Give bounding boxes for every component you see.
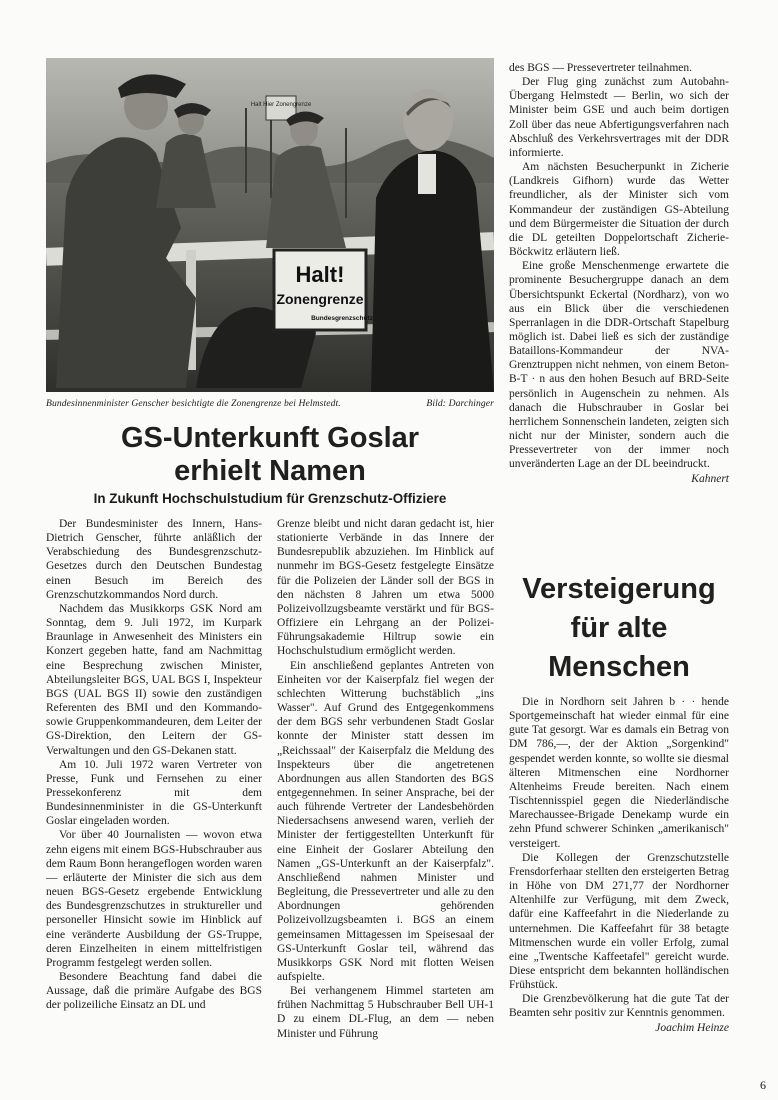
paragraph: Vor über 40 Journalisten — wovon etwa zehn eigens mit einem BGS-Hubschrauber aus dem Raum Bonn herangeflogen worden waren — erläuterte der Minister die sich aus dem neuen BGS-Gesetz ergebende Entwicklung des Bundesgrenzschutzes in struktureller und personeller Hinsicht sowie im Hinblick auf eine veränderte Ausbildung der GS-Truppe, deren Einzelheiten in einem mittelfristigen Programm festgelegt werden sollen. bbox=[46, 829, 262, 969]
paragraph: Am nächsten Besucherpunkt in Zicherie (Landkreis Gifhorn) wurde das Wetter freundlicher, als der Minister sich vom Kommandeur der zuständigen GS-Abteilung und dem Bürgermeister die Situation der durch die DL geteilten Doppelortschaft Zicherie-Böckwitz erläutern ließ. bbox=[509, 161, 729, 259]
paragraph: Grenze bleibt und nicht daran gedacht ist, hier stationierte Verbände in das Innere der Bundesrepublik abzuziehen. Im Hinblick auf nunmehr im BGS-Gesetz festgelegte Einsätze für die Polizeien der Länder soll der BGS in den nächsten 8 Jahren um etwa 5000 Polizeivollzugsbeamte verstärkt und für BGS-Offiziere ein Lehrgang an der Polizei-Führungsakademie Hiltrup sowie ein Hochschulstudium ermöglicht werden. bbox=[277, 518, 494, 658]
paragraph bbox=[509, 992, 729, 1034]
second-article-author: Joachim Heinze bbox=[655, 1021, 729, 1034]
second-article-body bbox=[509, 695, 729, 1035]
headline2-line-1: Versteigerung bbox=[522, 573, 716, 605]
paragraph: des BGS — Pressevertreter teilnahmen. bbox=[509, 62, 692, 74]
paragraph: Bei verhangenem Himmel starteten am frühen Nachmittag 5 Hubschrauber Bell UH-1 D zu einem DL-Flug, an dem — neben Minister und Führung bbox=[277, 985, 494, 1040]
paragraph: Die Kollegen der Grenzschutzstelle Frensdorferhaar stellten den ersteigerten Betrag in Höhe von DM 271,77 der Nordhorner Altenhilfe zur Verfügung, mit dem Zweck, dafür eine Kaffeefahrt in die Niederlande zu unternehmen. Die Kaffeefahrt für 38 betagte Mitmenschen wurde ein voller Erfolg, zumal eine „Twentsche Kaffeetafel" gereicht wurde. Diese entspricht dem bekannten holländischen Frühstück. bbox=[509, 851, 729, 992]
paragraph: Die in Nordhorn seit Jahren b · · hende Sportgemeinschaft hat wieder einmal für eine gute Tat gesorgt. War es damals ein Betrag von DM 786,—, der der Aktion „Sorgenkind" gespendet werden konnte, so wollte sie diesmal älteren Mitmenschen eine Nordhorner Altenheims Freude bereiten. Nach einem Tischtennisspiel gegen die Niederländische Marechaussee-Brigade Denekamp wurde ein zehn Pfund schwerer Schinken „amerikanisch" versteigert. bbox=[509, 696, 729, 850]
photo-caption bbox=[46, 398, 494, 409]
headline-line-2: erhielt Namen bbox=[174, 455, 366, 487]
paragraph: Der Bundesminister des Innern, Hans-Dietrich Genscher, führte anläßlich der Verabschiedung des Bundesgrenzschutz-Gesetzes durch den Deutschen Bundestag einen Besuch im Bereich des Grenzschutzkommandos Nord durch. bbox=[46, 518, 262, 601]
photo-credit: Bild: Darchinger bbox=[426, 398, 494, 409]
small-sign-text: Halt Hier Zonengrenze bbox=[250, 102, 312, 108]
article-subheadline: In Zukunft Hochschulstudium für Grenzschutz-Offiziere bbox=[93, 491, 447, 506]
paragraph-text: Die Grenzbevölkerung hat die gute Tat der Beamten sehr positiv zur Kenntnis genommen. bbox=[509, 993, 729, 1020]
article-column-2 bbox=[277, 517, 494, 1041]
second-article-headline bbox=[509, 570, 729, 687]
article-column-1 bbox=[46, 517, 262, 1012]
paragraph bbox=[509, 259, 729, 485]
article-headline bbox=[46, 422, 494, 488]
sign-zonengrenze-text: Zonengrenze bbox=[276, 291, 364, 307]
paragraph: Am 10. Juli 1972 waren Vertreter von Presse, Funk und Fernsehen zu einer Pressekonferenz mit dem Bundesinnenminister in die GS-Unterkunft Goslar eingeladen worden. bbox=[46, 758, 262, 828]
paragraph: Nachdem das Musikkorps GSK Nord am Sonntag, dem 9. Juli 1972, im Kurpark Braunlage in Anwesenheit des Ministers ein Konzert gegeben hatte, fand am Nachmittag eine Besprechung zwischen Minister, Abteilungsleiter BGS, UAL BGS I, Inspekteur BGS (UAL BGS II) sowie den zuständigen Referenten des BMI und den Kommando- sowie Gruppenkommandeuren, dem Leiter der GS-Direktion, den Leitern der GS-Verwaltungen und den GS-Dekanen statt. bbox=[46, 602, 262, 757]
paragraph: Der Flug ging zunächst zum Autobahn-Übergang Helmstedt — Berlin, wo sich der Minister beim GSE und auch beim dortigen Zoll über das neue Abfertigungsverfahren nach Abschluß des Verkehrsvertrages mit der DDR informierte. bbox=[509, 76, 729, 159]
caption-text: Bundesinnenminister Genscher besichtigte die Zonengrenze bei Helmstedt. bbox=[46, 398, 341, 409]
paragraph: Besondere Beachtung fand dabei die Aussage, daß die primäre Aufgabe des BGS der polizeiliche Einsatz an DL und bbox=[46, 971, 262, 1012]
paragraph: Ein anschließend geplantes Antreten von Einheiten vor der Kaiserpfalz fiel wegen der schlechten Witterung buchstäblich „ins Wasser". Auf Grund des Entgegenkommens der dem BGS sehr verbundenen Stadt Goslar konnte der Minister statt dessen im „Reichssaal" der Kaiserpfalz die Meldung des Inspekteurs über die angetretenen Abordnungen aus allen Standorten des BGS entgegennehmen. In seiner Ansprache, bei der auch führende Vertreter der Landesbehörden Niedersachsens anwesend waren, verlieh der Minister der fertiggestellten Unterkunft für eine Einheit der Goslarer Abteilung den Namen „GS-Unterkunft an der Kaiserpfalz". Anschließend nahmen Minister und Begleitung, die Pressevertreter und alle zu den Abordnungen gehörenden Polizeivollzugsbeamten i. BGS an einem gemeinsamen Mittagessen im Speisesaal der GS-Unterkunft Goslar teil, während das Musikkorps GSK Nord mit flotten Weisen aufspielte. bbox=[277, 659, 494, 983]
page-number: 6 bbox=[760, 1078, 766, 1092]
sign-halt-text: Halt! bbox=[295, 262, 345, 287]
headline2-line-2: für alte bbox=[570, 612, 668, 644]
headline-line-1: GS-Unterkunft Goslar bbox=[120, 422, 420, 454]
border-photo bbox=[46, 58, 494, 392]
paragraph-text: Eine große Menschenmenge erwartete die prominente Besuchergruppe danach an dem Übersichtspunkt Eckertal (Nordharz), von wo aus ein Blick über die verschiedenen Sperranlagen in die DDR-Ortschaft Stapelburg möglich ist. Dabei ließ es sich der zuständige Bataillons-Kommandeur der NVA-Grenztruppen nicht nehmen, von einem Beton-B-T · n aus den hohen Besuch auf BRD-Seite persönlich in Augenschein zu nehmen. Als danach die Hubschrauber in Goslar bei herrlichem Sonnenschein landeten, zeigten sich nicht nur der Minister, sondern auch die Pressevertreter von der immer noch unveränderten Lage an der DL beeindruckt. bbox=[509, 260, 729, 471]
border-photo-illustration bbox=[46, 58, 494, 392]
article-column-3 bbox=[509, 61, 729, 486]
headline2-line-3: Menschen bbox=[548, 651, 690, 683]
sign-bgs-text: Bundesgrenzschutz bbox=[311, 315, 373, 322]
article-author: Kahnert bbox=[691, 472, 729, 485]
